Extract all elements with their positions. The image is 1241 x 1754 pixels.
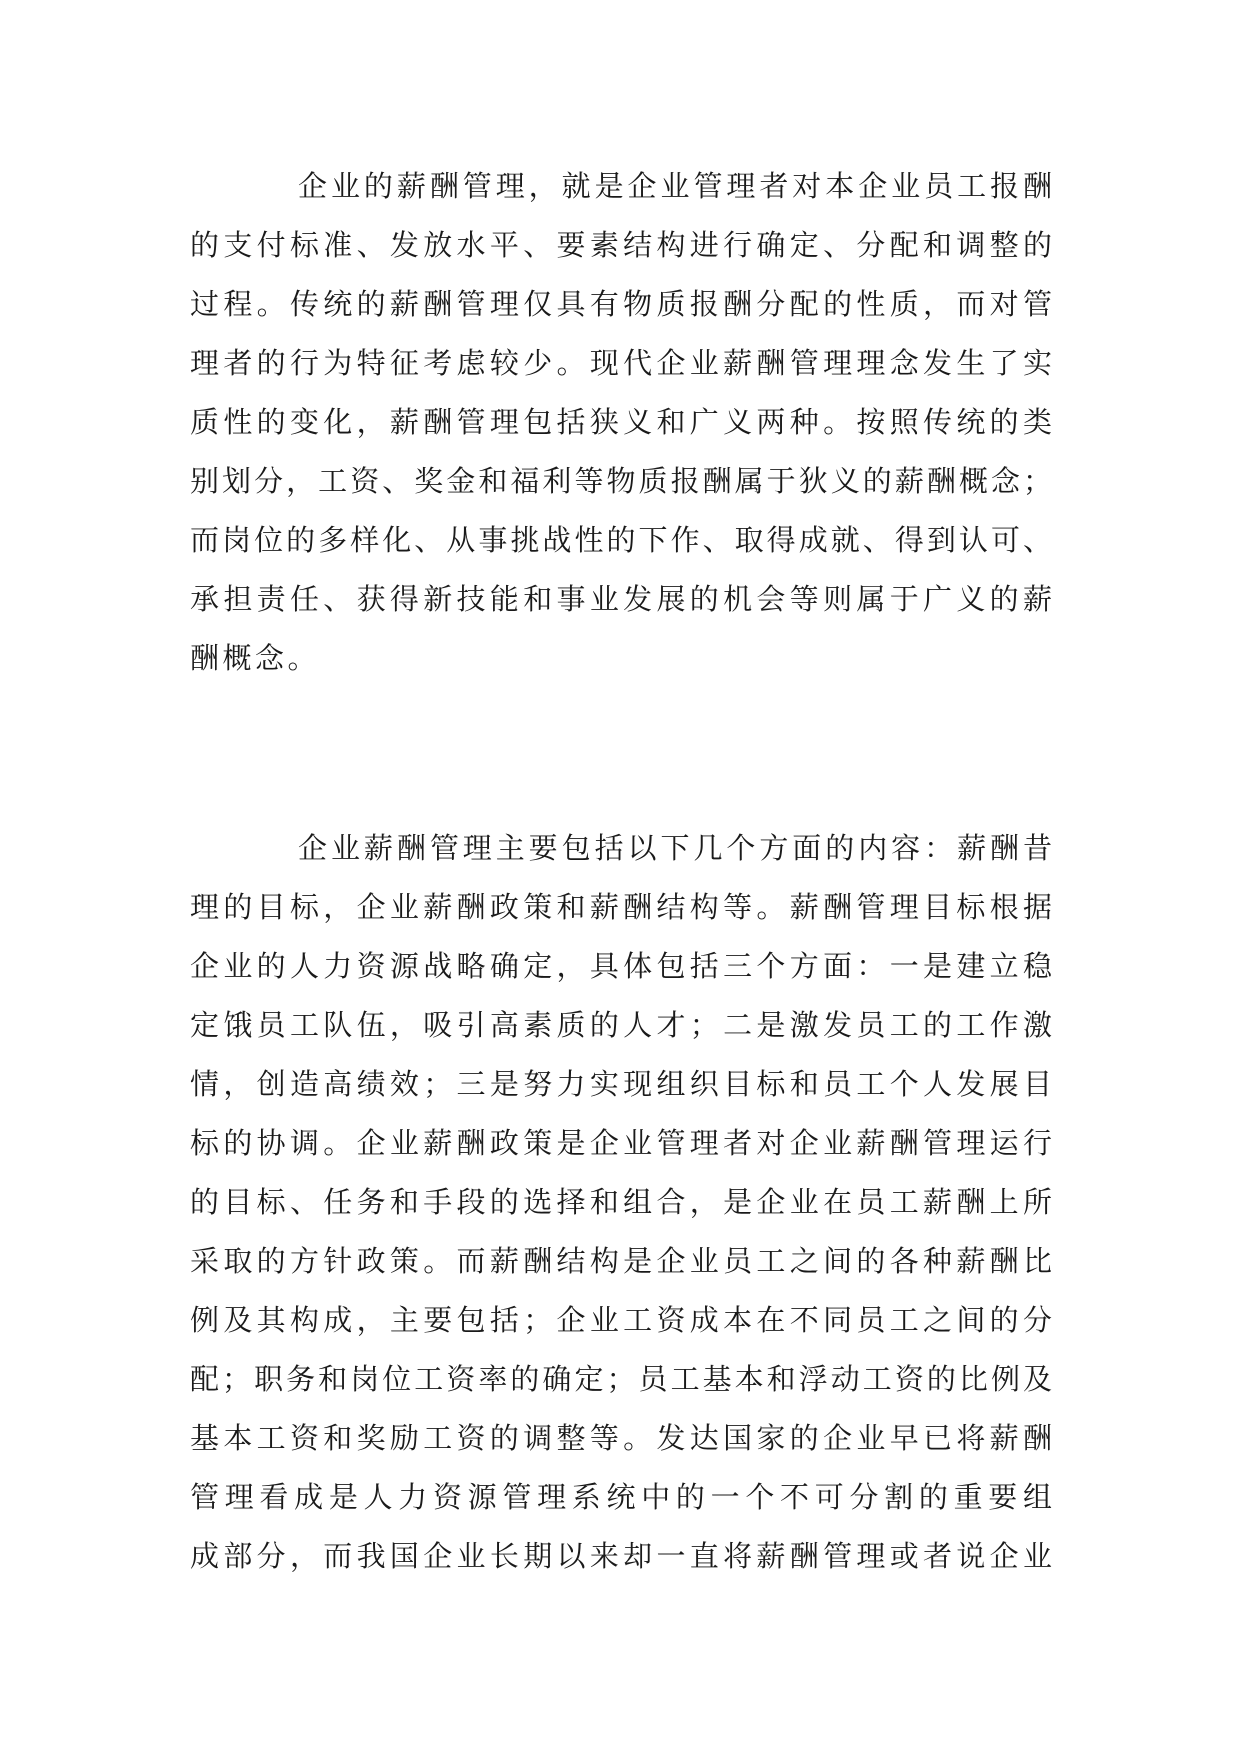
paragraph-line: 而岗位的多样化、从事挑战性的下作、取得成就、得到认可、 [190, 523, 1052, 557]
paragraph-line: 过程。传统的薪酬管理仅具有物质报酬分配的性质，而对管 [190, 287, 1052, 321]
paragraph-line: 的目标、任务和手段的选择和组合，是企业在员工薪酬上所 [190, 1185, 1052, 1219]
paragraph-line: 承担责任、获得新技能和事业发展的机会等则属于广义的薪 [190, 582, 1052, 616]
paragraph-line: 基本工资和奖励工资的调整等。发达国家的企业早已将薪酬 [190, 1421, 1052, 1455]
paragraph-line: 情，创造高绩效；三是努力实现组织目标和员工个人发展目 [190, 1067, 1052, 1101]
paragraph-line: 例及其构成，主要包括；企业工资成本在不同员工之间的分 [190, 1303, 1052, 1337]
paragraph-line: 企业的人力资源战略确定，具体包括三个方面：一是建立稳 [190, 949, 1052, 983]
paragraph-line: 理者的行为特征考虑较少。现代企业薪酬管理理念发生了实 [190, 346, 1052, 380]
paragraph-line: 采取的方针政策。而薪酬结构是企业员工之间的各种薪酬比 [190, 1244, 1052, 1278]
paragraph-line: 质性的变化，薪酬管理包括狭义和广义两种。按照传统的类 [190, 405, 1052, 439]
paragraph-line: 标的协调。企业薪酬政策是企业管理者对企业薪酬管理运行 [190, 1126, 1052, 1160]
paragraph-line: 管理看成是人力资源管理系统中的一个不可分割的重要组 [190, 1480, 1052, 1514]
paragraph-line: 酬概念。 [190, 641, 321, 675]
paragraph-line: 企业薪酬管理主要包括以下几个方面的内容：薪酬昔 [298, 831, 1052, 865]
paragraph-line: 企业的薪酬管理，就是企业管理者对本企业员工报酬 [298, 169, 1052, 203]
paragraph-line: 成部分，而我国企业长期以来却一直将薪酬管理或者说企业 [190, 1539, 1052, 1573]
paragraph-line: 的支付标准、发放水平、要素结构进行确定、分配和调整的 [190, 228, 1052, 262]
paragraph-line: 配；职务和岗位工资率的确定；员工基本和浮动工资的比例及 [190, 1362, 1052, 1396]
paragraph-line: 定饿员工队伍，吸引高素质的人才；二是激发员工的工作激 [190, 1008, 1052, 1042]
paragraph-line: 理的目标，企业薪酬政策和薪酬结构等。薪酬管理目标根据 [190, 890, 1052, 924]
paragraph-line: 别划分，工资、奖金和福利等物质报酬属于狄义的薪酬概念； [190, 464, 1052, 498]
